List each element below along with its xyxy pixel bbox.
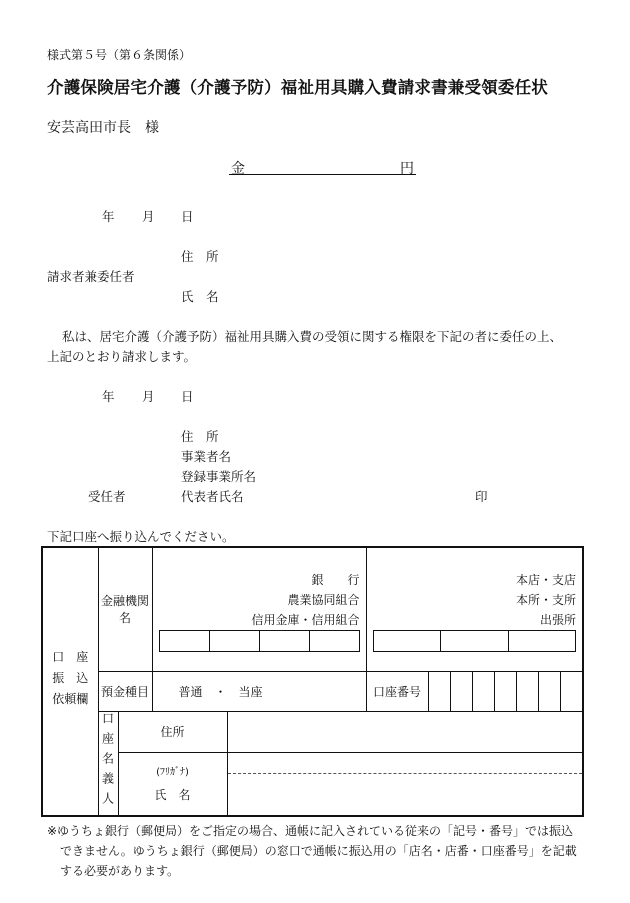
branch-label-2: 本所・支所 [516, 593, 577, 607]
holder-name-label-cell [118, 753, 227, 816]
bank-name-cell[interactable] [152, 547, 366, 671]
addressee: 安芸高田市長 様 [47, 120, 159, 136]
holder-address-label: 住所 [118, 711, 227, 753]
form-number: 様式第５号（第６条関係） [47, 48, 192, 62]
claimant-name-label: 氏 名 [181, 289, 219, 304]
agri-coop-label: 農業協同組合 [287, 593, 360, 607]
claim-date-day: 日 [181, 209, 194, 224]
section-label-1: 口 座 [52, 649, 89, 664]
branch-label-3: 出張所 [540, 613, 577, 627]
bank-label: 銀 行 [311, 573, 360, 587]
holder-address-field[interactable] [227, 711, 583, 753]
institution-label: 金融機関名 [98, 547, 152, 671]
branch-code-boxes[interactable] [373, 630, 577, 652]
note-line-1: ※ゆうちょ銀行（郵便局）をご指定の場合、通帳に記入されている従来の「記号・番号」では振込 [47, 824, 574, 838]
deposit-type-options[interactable]: 普通 ・ 当座 [152, 671, 366, 711]
holder-name-field[interactable] [227, 753, 583, 816]
holder-name-label: 氏 名 [154, 787, 191, 802]
section-label-2: 振 込 [52, 670, 89, 685]
account-number-label: 口座番号 [366, 671, 428, 711]
furigana-label: (ﾌﾘｶﾞﾅ) [156, 766, 189, 778]
claimant-address-label: 住 所 [181, 249, 219, 264]
transfer-instruction: 下記口座へ振り込んでください。 [47, 529, 235, 544]
account-number-boxes[interactable] [428, 671, 583, 711]
agent-office-label: 登録事業所名 [181, 469, 257, 484]
agent-role: 受任者 [88, 489, 126, 504]
note-line-3: する必要があります。 [60, 864, 180, 878]
account-section-label [42, 547, 98, 816]
agent-date-day: 日 [181, 389, 194, 404]
agent-business-name-label: 事業者名 [181, 449, 232, 464]
statement-line-2: 上記のとおり請求します。 [47, 349, 197, 364]
claim-date-year: 年 [102, 209, 115, 224]
amount-suffix: 円 [400, 161, 414, 177]
claim-date-month: 月 [142, 209, 155, 224]
claimant-role: 請求者兼委任者 [47, 269, 135, 284]
deposit-type-label: 預金種目 [98, 671, 152, 711]
amount-prefix: 金 [231, 161, 245, 177]
note-line-2: できません。ゆうちょ銀行（郵便局）の窓口で通帳に振込用の「店名・店番・口座番号」を記載 [60, 844, 577, 858]
bank-code-boxes[interactable] [159, 630, 360, 652]
seal-mark: 印 [475, 489, 488, 504]
credit-union-label: 信用金庫・信用組合 [251, 613, 360, 627]
agent-rep-label: 代表者氏名 [181, 489, 244, 504]
account-transfer-table [41, 546, 584, 817]
amount-field[interactable] [229, 158, 416, 175]
branch-label-1: 本店・支店 [516, 573, 577, 587]
form-title: 介護保険居宅介護（介護予防）福祉用具購入費請求書兼受領委任状 [47, 78, 548, 97]
section-label-3: 依頼欄 [52, 691, 89, 706]
agent-date-month: 月 [142, 389, 155, 404]
holder-label: 口座名義人 [98, 711, 118, 816]
agent-date-year: 年 [102, 389, 115, 404]
branch-name-cell[interactable] [366, 547, 583, 671]
agent-address-label: 住 所 [181, 429, 219, 444]
note [47, 821, 592, 881]
statement-line-1: 私は、居宅介護（介護予防）福祉用具購入費の受領に関する権限を下記の者に委任の上、 [62, 329, 563, 344]
